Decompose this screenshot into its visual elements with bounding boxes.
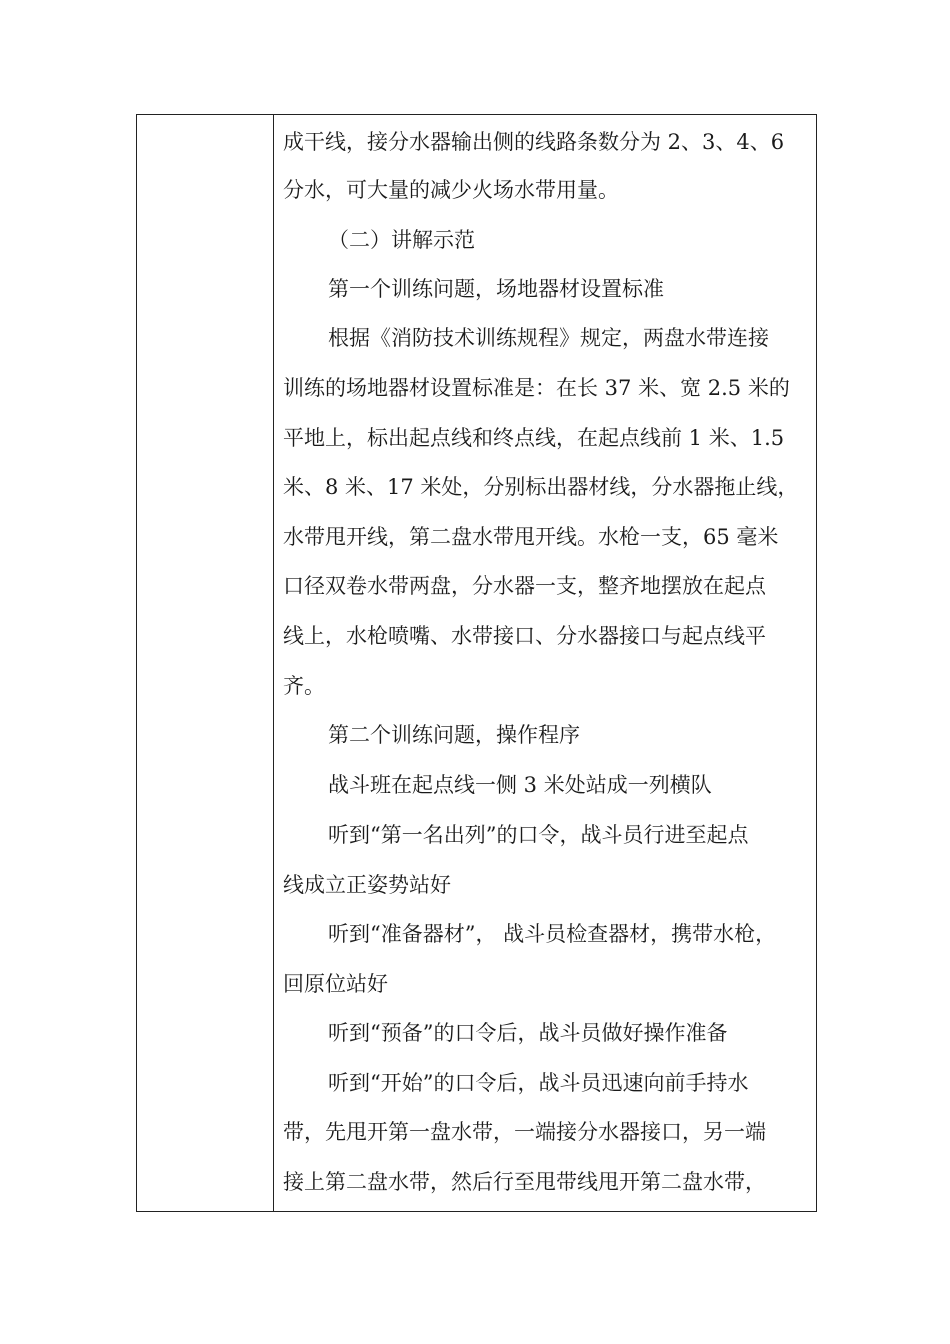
text-line: 听到“开始”的口令后，战斗员迅速向前手持水 (328, 1071, 749, 1095)
text-line: 水带甩开线，第二盘水带甩开线。水枪一支，65 毫米 (283, 525, 779, 549)
text-line: 第一个训练问题，场地器材设置标准 (328, 277, 664, 301)
text-line: 米、8 米、17 米处，分别标出器材线，分水器拖止线， (283, 475, 799, 499)
table-right-column (274, 115, 816, 1211)
text-line: 口径双卷水带两盘，分水器一支，整齐地摆放在起点 (283, 574, 766, 598)
text-line: 分水，可大量的减少火场水带用量。 (283, 178, 619, 202)
text-line: 接上第二盘水带，然后行至甩带线甩开第二盘水带， (283, 1170, 766, 1194)
document-table (136, 114, 817, 1212)
text-line: 训练的场地器材设置标准是：在长 37 米、宽 2.5 米的 (283, 376, 790, 400)
text-line: 带，先甩开第一盘水带，一端接分水器接口，另一端 (283, 1120, 766, 1144)
section-heading: （二）讲解示范 (328, 228, 475, 252)
text-line: 回原位站好 (283, 972, 388, 996)
text-line: 线成立正姿势站好 (283, 873, 451, 897)
table-left-column (137, 115, 274, 1211)
text-line: 线上，水枪喷嘴、水带接口、分水器接口与起点线平 (283, 624, 766, 648)
text-line: 听到“准备器材”， 战斗员检查器材，携带水枪， (328, 922, 777, 946)
text-line: 听到“预备”的口令后，战斗员做好操作准备 (328, 1021, 728, 1045)
text-line: 平地上，标出起点线和终点线，在起点线前 1 米、1.5 (283, 426, 785, 450)
text-line: 齐。 (283, 674, 325, 698)
text-line: 根据《消防技术训练规程》规定，两盘水带连接 (328, 326, 769, 350)
text-line: 战斗班在起点线一侧 3 米处站成一列横队 (328, 773, 712, 797)
text-line: 第二个训练问题，操作程序 (328, 723, 580, 747)
text-line: 成干线，接分水器输出侧的线路条数分为 2、3、4、6 (283, 130, 785, 154)
text-line: 听到“第一名出列”的口令，战斗员行进至起点 (328, 823, 749, 847)
